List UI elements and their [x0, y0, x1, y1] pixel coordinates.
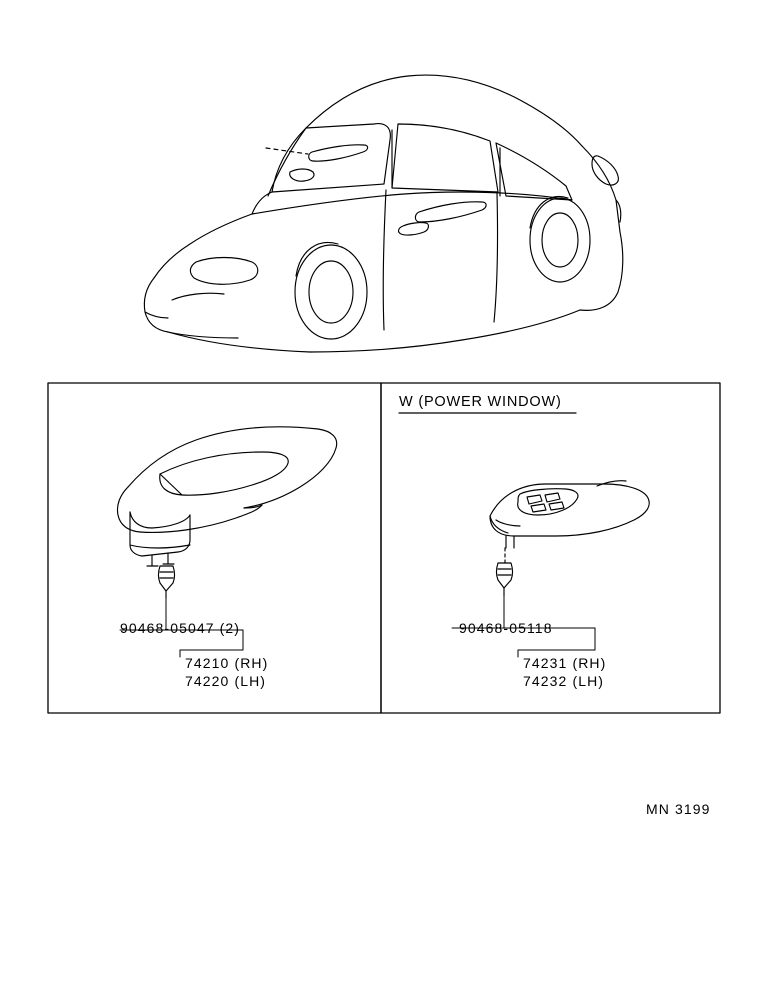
part-number-right-rh-number: 74231 [523, 655, 568, 671]
part-number-left-rh [185, 655, 268, 671]
sheet-reference-note: MN 3199 [646, 801, 711, 817]
part-number-left-rh-side: (RH) [234, 655, 269, 671]
part-number-left-lh-number: 74220 [185, 673, 230, 689]
part-number-left-lh-side: (LH) [234, 673, 267, 689]
part-number-right-lh-number: 74232 [523, 673, 568, 689]
part-number-left-rh-number: 74210 [185, 655, 230, 671]
clip-fastener-left [159, 566, 175, 598]
armrest-part-illustration [117, 427, 336, 566]
part-number-right-lh-side: (LH) [572, 673, 605, 689]
clip-code-left: 90468-05047 (2) [120, 620, 241, 636]
clip-fastener-right [497, 548, 513, 596]
clip-code-right: 90468-05118 [459, 620, 553, 636]
part-number-right-lh [523, 673, 604, 689]
panel-right-title: W (POWER WINDOW) [399, 394, 562, 410]
car-illustration [144, 75, 622, 352]
part-number-right-rh-side: (RH) [572, 655, 607, 671]
part-number-right-rh [523, 655, 606, 671]
power-window-switch-illustration [490, 481, 649, 548]
part-number-left-lh [185, 673, 266, 689]
